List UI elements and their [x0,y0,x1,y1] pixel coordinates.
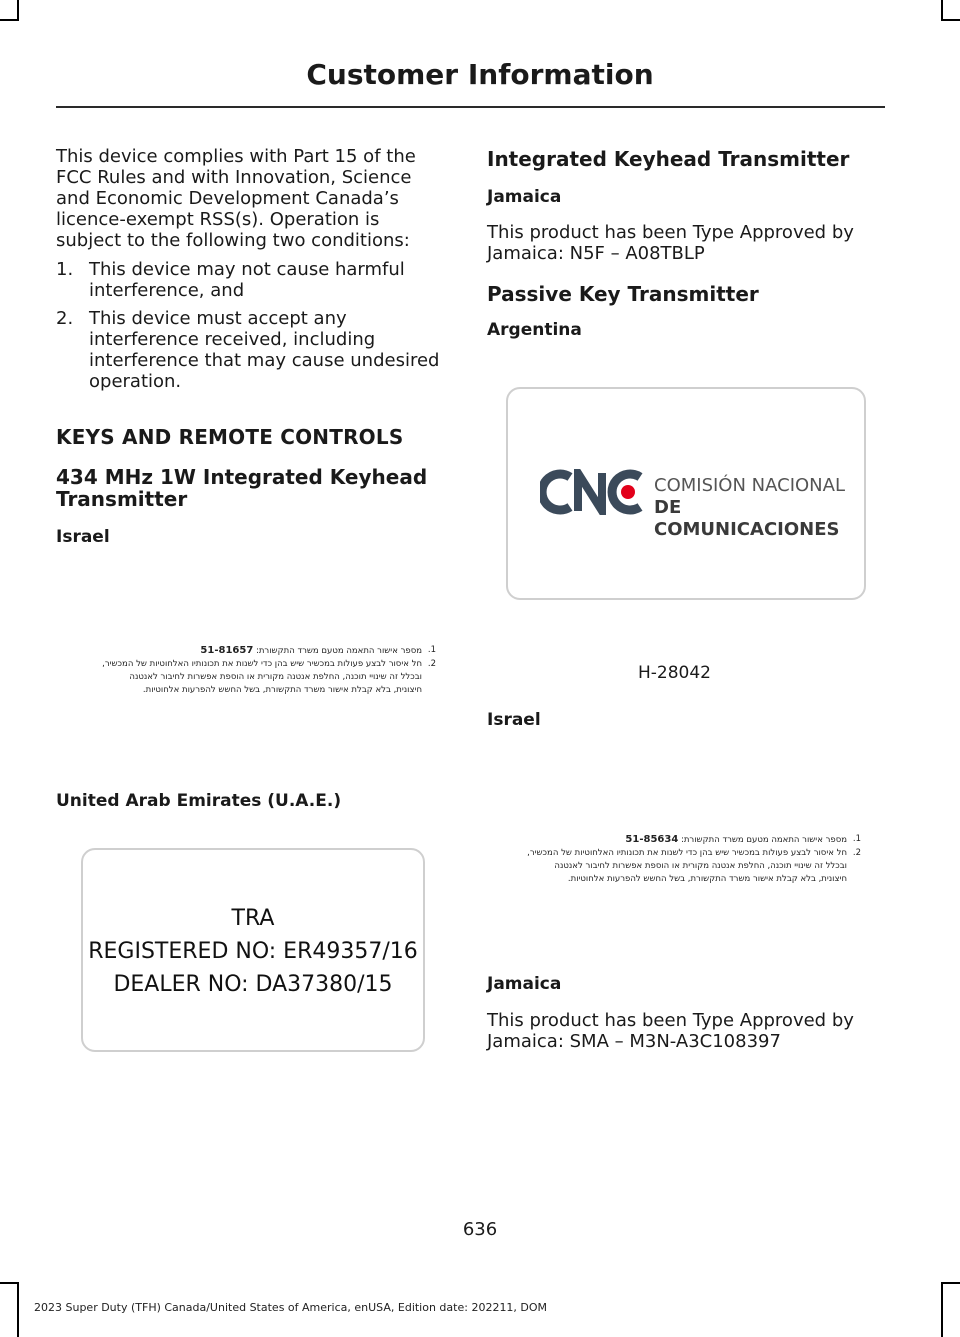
heading-uae: United Arab Emirates (U.A.E.) [56,791,342,811]
heading-argentina: Argentina [487,320,582,340]
crop-mark-top-right-v [941,0,943,20]
page-title: Customer Information [306,58,654,91]
left-column [56,146,448,399]
heading-israel-right: Israel [487,710,541,730]
image-code: H-28042 [638,663,711,683]
notice-line: ובכלל זה שינויי תוכנה, החלפת אנטנה מקורית או הוספת אפשרות לחיבור לאנטנה [129,672,422,682]
conditions-list [56,259,448,392]
crop-mark-bottom-right-v [941,1282,943,1337]
jamaica-approval-2: This product has been Type Approved by Jamaica: SMA – M3N-A3C108397 [487,1010,854,1052]
heading-jamaica-1: Jamaica [487,187,562,207]
tra-line-3: DEALER NO: DA37380/15 [113,972,393,997]
approval-number: 51-81657 [200,645,254,656]
heading-passive-key: Passive Key Transmitter [487,282,759,306]
cnc-line-1: COMISIÓN NACIONAL [654,475,845,496]
list-item-number: 2. [56,308,74,329]
subheading-434mhz: 434 MHz 1W Integrated Keyhead Transmitter [56,465,428,511]
notice-line: ובכלל זה שינויי תוכנה, החלפת אנטנה מקורית או הוספת אפשרות לחיבור לאנטנה [554,861,847,871]
approval-number: 51-85634 [625,834,679,845]
list-item [56,259,448,301]
crop-mark-top-left-v [17,0,19,20]
crop-mark-bottom-left-v [17,1282,19,1337]
section-heading-keys: KEYS AND REMOTE CONTROLS [56,425,404,449]
crop-mark-bottom-right-h [941,1282,960,1284]
tra-line-2: REGISTERED NO: ER49357/16 [88,939,418,964]
crop-mark-bottom-left-h [0,1282,19,1284]
crop-mark-top-right-h [941,19,960,21]
cnc-logo-icon [540,469,646,515]
heading-jamaica-2: Jamaica [487,974,562,994]
list-item-number: 1. [56,259,74,280]
fcc-intro-paragraph: This device complies with Part 15 of the FCC Rules and with Innovation, Science and Economic Development Canada’s licence-exempt RSS(s). Operation is subject to the following two conditions: [56,146,416,251]
tra-label [81,848,425,1052]
header-divider [56,106,885,108]
cnc-label [506,387,866,600]
list-item-text: This device must accept any interference received, including interference that may cause undesired operation. [89,308,440,392]
list-item-text: This device may not cause harmful interference, and [89,259,405,301]
notice-line: .1 מספר אישור התאמה מטעם משרד התקשורת: 51-85634 [625,834,861,845]
crop-mark-top-left-h [0,19,19,21]
notice-line: חיצונית, בלא קבלת אישור משרד התקשורת, בשל החשש להפרעות אלחוטיות. [567,874,847,884]
notice-line: .1 מספר אישור התאמה מטעם משרד התקשורת: 51-81657 [200,645,436,656]
page-number: 636 [462,1219,498,1240]
footer-edition: 2023 Super Duty (TFH) Canada/United States of America, enUSA, Edition date: 202211, DOM [34,1301,548,1314]
jamaica-approval-1: This product has been Type Approved by Jamaica: N5F – A08TBLP [487,222,854,264]
heading-integrated-keyhead: Integrated Keyhead Transmitter [487,147,850,171]
list-item [56,308,448,392]
tra-line-1: TRA [231,906,275,931]
israel-notice-right [487,833,861,886]
cnc-wordmark [654,475,864,541]
heading-israel-left: Israel [56,527,110,547]
israel-notice-left [56,644,436,697]
notice-line: .2 חל איסור לבצע פעולות במכשיר שיש בהן כדי לשנות את תכונותיו האלחוטיות של המכשיר, [527,848,861,858]
cnc-line-2: DE COMUNICACIONES [654,497,840,540]
notice-line: חיצונית, בלא קבלת אישור משרד התקשורת, בשל החשש להפרעות אלחוטיות. [142,685,422,695]
notice-line: .2 חל איסור לבצע פעולות במכשיר שיש בהן כדי לשנות את תכונותיו האלחוטיות של המכשיר, [102,659,436,669]
